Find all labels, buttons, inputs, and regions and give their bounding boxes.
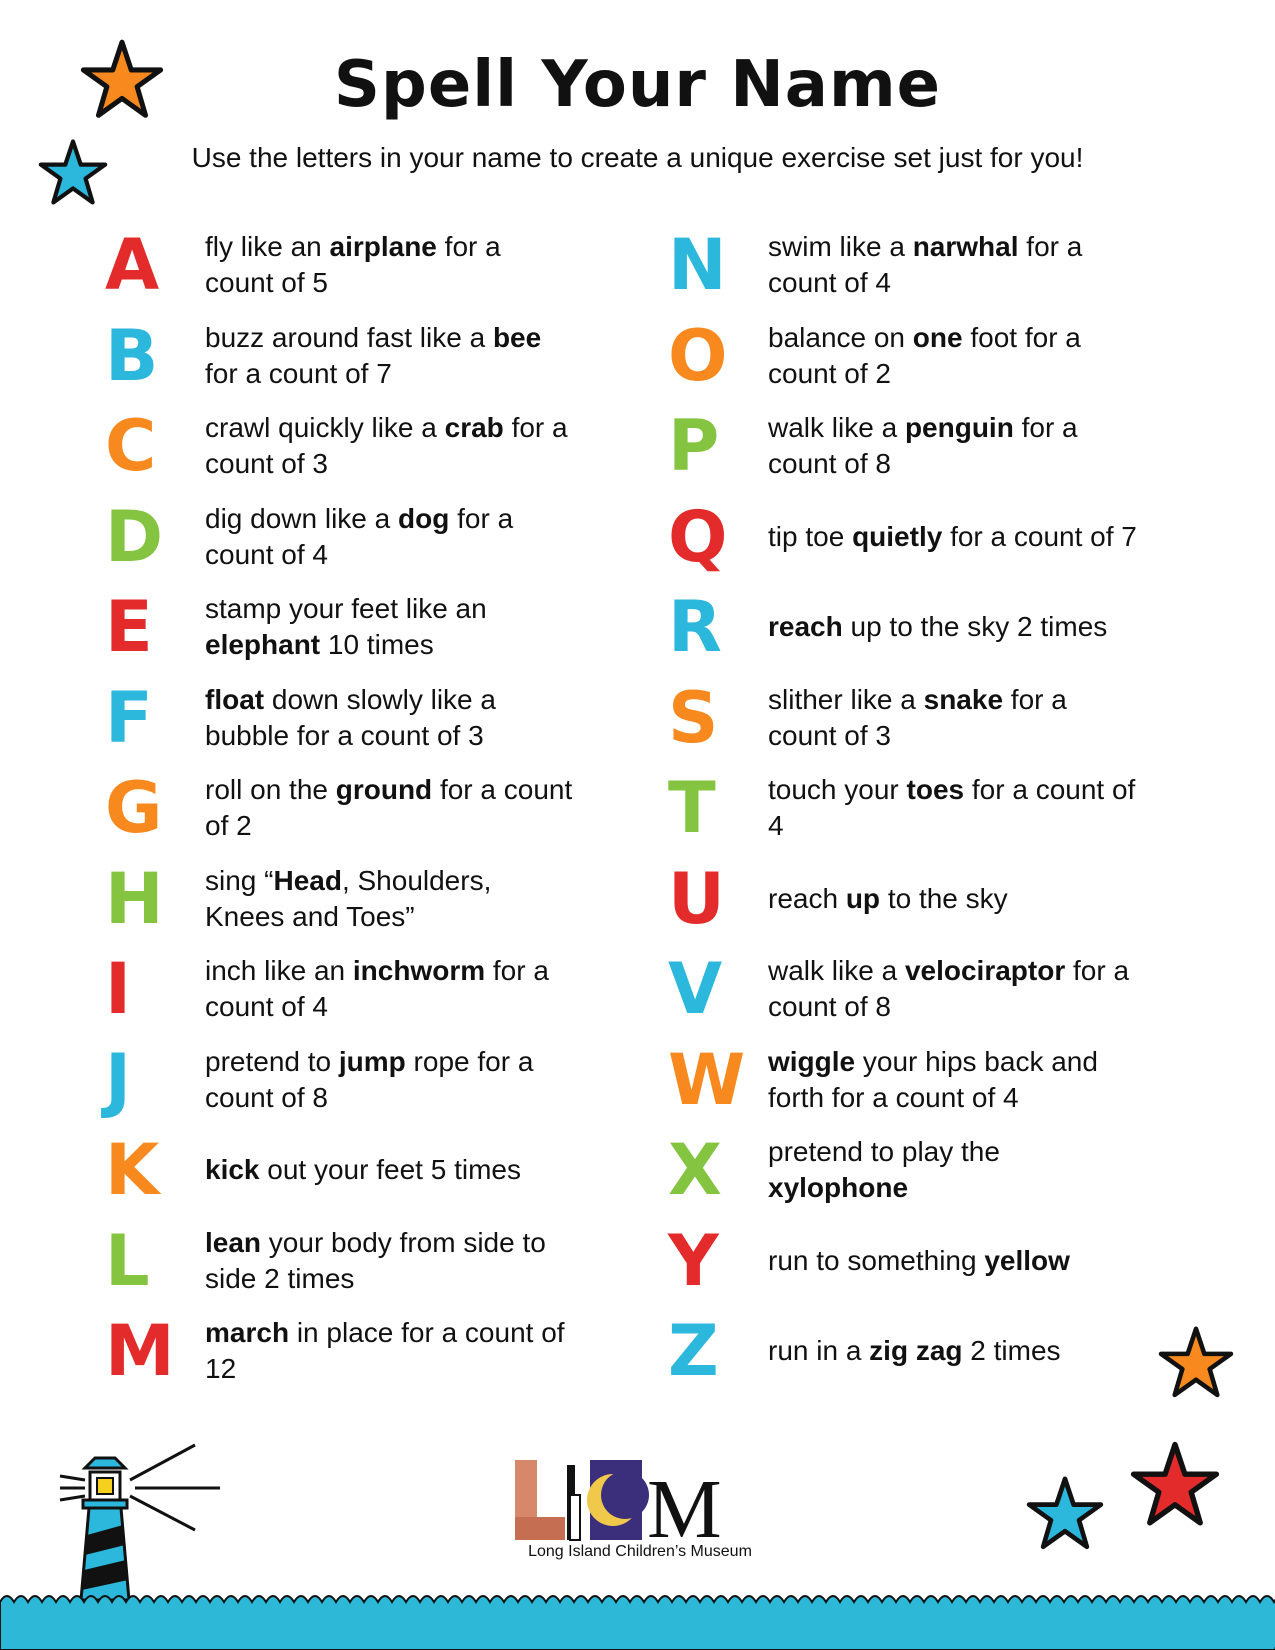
exercise-text: run in a: [768, 1335, 870, 1367]
exercise-keyword: inchworm: [352, 955, 486, 987]
exercise-letter: E: [105, 586, 153, 669]
exercise-text: for a count of 8: [768, 412, 1078, 480]
licm-logo: [515, 1455, 765, 1545]
exercise-keyword: penguin: [904, 412, 1014, 444]
exercise-row-r: [668, 582, 1228, 673]
wave-border: [0, 1588, 1275, 1650]
exercise-letter: X: [668, 1129, 722, 1212]
exercise-list-left: [105, 220, 665, 1397]
exercise-letter: C: [105, 405, 157, 488]
exercise-text: your body from side to side 2 times: [205, 1226, 546, 1294]
exercise-letter: U: [668, 857, 725, 940]
exercise-description: [205, 320, 575, 392]
lighthouse-icon: [55, 1440, 225, 1610]
exercise-description: [205, 953, 575, 1025]
exercise-text: pretend to play the: [768, 1136, 1000, 1168]
exercise-text: foot for a count of 2: [768, 321, 1081, 389]
exercise-description: [768, 410, 1138, 482]
exercise-text: inch like an: [205, 955, 353, 987]
page-subtitle: Use the letters in your name to create a unique exercise set just for you!: [191, 142, 1084, 173]
exercise-text: walk like a: [768, 412, 905, 444]
exercise-row-h: [105, 854, 665, 945]
exercise-row-m: [105, 1306, 665, 1397]
exercise-text: out your feet 5 times: [259, 1154, 521, 1186]
exercise-row-k: [105, 1125, 665, 1216]
exercise-row-x: [668, 1125, 1228, 1216]
exercise-keyword: one: [912, 321, 963, 353]
exercise-keyword: bee: [492, 321, 542, 353]
exercise-text: slither like a: [768, 683, 924, 715]
page-title: Spell Your Name: [333, 48, 942, 122]
exercise-text: 2 times: [962, 1335, 1061, 1367]
exercise-text: for a count of 3: [205, 412, 568, 480]
exercise-row-q: [668, 492, 1228, 583]
exercise-row-z: [668, 1306, 1228, 1397]
exercise-keyword: narwhal: [912, 231, 1019, 263]
exercise-keyword: zig zag: [869, 1335, 963, 1367]
exercise-text: buzz around fast like a: [205, 321, 493, 353]
exercise-text: for a count of 7: [942, 520, 1137, 552]
exercise-row-o: [668, 311, 1228, 402]
exercise-text: your hips back and forth for a count of 4: [768, 1045, 1098, 1113]
exercise-description: [205, 229, 575, 301]
exercise-letter: I: [105, 948, 132, 1031]
exercise-keyword: Head: [273, 864, 342, 896]
exercise-description: [768, 953, 1138, 1025]
exercise-row-j: [105, 1035, 665, 1126]
exercise-description: [768, 229, 1138, 301]
exercise-text: to the sky: [880, 882, 1008, 914]
exercise-description: [768, 1044, 1138, 1116]
exercise-description: [768, 519, 1138, 555]
exercise-letter: W: [668, 1038, 746, 1121]
exercise-keyword: march: [205, 1317, 290, 1349]
exercise-letter: K: [105, 1129, 160, 1212]
exercise-text: fly like an: [205, 231, 330, 263]
exercise-keyword: kick: [205, 1154, 260, 1186]
exercise-description: [768, 881, 1138, 917]
exercise-text: for a count of 2: [205, 774, 573, 842]
exercise-letter: A: [105, 224, 160, 307]
exercise-description: [205, 863, 575, 935]
exercise-description: [205, 1044, 575, 1116]
exercise-letter: M: [105, 1310, 175, 1393]
exercise-description: [768, 1134, 1138, 1206]
exercise-description: [205, 772, 575, 844]
logo-caption: Long Island Children’s Museum: [528, 1543, 752, 1560]
exercise-keyword: ground: [335, 774, 433, 806]
exercise-description: [768, 1243, 1138, 1279]
exercise-text: tip toe: [768, 520, 853, 552]
exercise-row-s: [668, 673, 1228, 764]
exercise-letter: G: [105, 767, 163, 850]
exercise-description: [768, 609, 1138, 645]
exercise-letter: F: [105, 676, 153, 759]
exercise-row-d: [105, 492, 665, 583]
exercise-keyword: lean: [205, 1226, 262, 1258]
exercise-list-right: [668, 220, 1228, 1397]
exercise-text: for a count of 8: [768, 955, 1130, 1023]
exercise-text: 10 times: [320, 629, 434, 661]
exercise-keyword: wiggle: [768, 1045, 856, 1077]
exercise-text: crawl quickly like a: [205, 412, 445, 444]
exercise-text: rope for a count of 8: [205, 1045, 534, 1113]
exercise-description: [205, 1225, 575, 1297]
exercise-keyword: reach: [768, 611, 843, 643]
exercise-row-u: [668, 854, 1228, 945]
exercise-letter: Z: [668, 1310, 719, 1393]
exercise-text: reach: [768, 882, 846, 914]
exercise-text: walk like a: [768, 955, 905, 987]
exercise-row-y: [668, 1216, 1228, 1307]
exercise-description: [205, 682, 575, 754]
exercise-description: [768, 772, 1138, 844]
blue-star-icon: [1026, 1475, 1104, 1553]
exercise-row-w: [668, 1035, 1228, 1126]
exercise-text: balance on: [768, 321, 913, 353]
exercise-keyword: snake: [923, 683, 1004, 715]
exercise-letter: D: [105, 495, 164, 578]
exercise-letter: J: [105, 1038, 132, 1121]
exercise-text: in place for a count of 12: [205, 1317, 565, 1385]
exercise-description: [205, 1315, 575, 1387]
red-star-icon: [1130, 1440, 1220, 1530]
exercise-text: swim like a: [768, 231, 913, 263]
exercise-letter: B: [105, 314, 159, 397]
exercise-keyword: toes: [906, 774, 965, 806]
exercise-letter: P: [668, 405, 720, 488]
exercise-keyword: crab: [444, 412, 504, 444]
exercise-row-n: [668, 220, 1228, 311]
exercise-keyword: float: [205, 683, 265, 715]
svg-text:M: M: [647, 1463, 722, 1545]
exercise-letter: R: [668, 586, 722, 669]
exercise-text: up to the sky 2 times: [842, 611, 1108, 643]
exercise-description: [205, 1152, 575, 1188]
exercise-text: stamp your feet like an: [205, 593, 487, 625]
exercise-text: for a count of 4: [768, 231, 1083, 299]
exercise-letter: H: [105, 857, 164, 940]
exercise-row-p: [668, 401, 1228, 492]
exercise-keyword: yellow: [984, 1244, 1070, 1276]
exercise-keyword: velociraptor: [904, 955, 1066, 987]
exercise-row-v: [668, 944, 1228, 1035]
exercise-letter: S: [668, 676, 719, 759]
exercise-row-l: [105, 1216, 665, 1307]
exercise-text: roll on the: [205, 774, 336, 806]
exercise-text: for a count of 4: [205, 502, 514, 570]
exercise-text: sing “: [205, 864, 274, 896]
exercise-keyword: elephant: [205, 629, 321, 661]
exercise-description: [205, 410, 575, 482]
exercise-row-c: [105, 401, 665, 492]
exercise-row-t: [668, 763, 1228, 854]
exercise-text: dig down like a: [205, 502, 399, 534]
exercise-letter: T: [668, 767, 716, 850]
exercise-letter: V: [668, 948, 723, 1031]
exercise-text: down slowly like a bubble for a count of 3: [205, 683, 496, 751]
exercise-description: [205, 591, 575, 663]
exercise-description: [205, 501, 575, 573]
exercise-row-a: [105, 220, 665, 311]
exercise-description: [768, 320, 1138, 392]
exercise-text: touch your: [768, 774, 907, 806]
exercise-text: for a count of 4: [768, 774, 1136, 842]
exercise-text: , Shoulders, Knees and Toes”: [205, 864, 492, 932]
exercise-letter: O: [668, 314, 728, 397]
exercise-letter: Y: [668, 1219, 719, 1302]
exercise-letter: N: [668, 224, 727, 307]
exercise-keyword: dog: [398, 502, 450, 534]
exercise-row-i: [105, 944, 665, 1035]
exercise-row-b: [105, 311, 665, 402]
exercise-row-g: [105, 763, 665, 854]
exercise-letter: Q: [668, 495, 728, 578]
exercise-text: pretend to: [205, 1045, 339, 1077]
exercise-keyword: airplane: [329, 231, 437, 263]
exercise-letter: L: [105, 1219, 150, 1302]
exercise-keyword: jump: [338, 1045, 406, 1077]
exercise-description: [768, 1333, 1138, 1369]
exercise-text: for a count of 3: [768, 683, 1067, 751]
exercise-text: for a count of 4: [205, 955, 549, 1023]
exercise-keyword: xylophone: [768, 1172, 909, 1204]
exercise-keyword: quietly: [852, 520, 943, 552]
exercise-text: for a count of 5: [205, 231, 501, 299]
exercise-row-e: [105, 582, 665, 673]
exercise-keyword: up: [845, 882, 881, 914]
exercise-row-f: [105, 673, 665, 764]
exercise-description: [768, 682, 1138, 754]
exercise-text: run to something: [768, 1244, 985, 1276]
exercise-text: for a count of 7: [205, 357, 392, 389]
